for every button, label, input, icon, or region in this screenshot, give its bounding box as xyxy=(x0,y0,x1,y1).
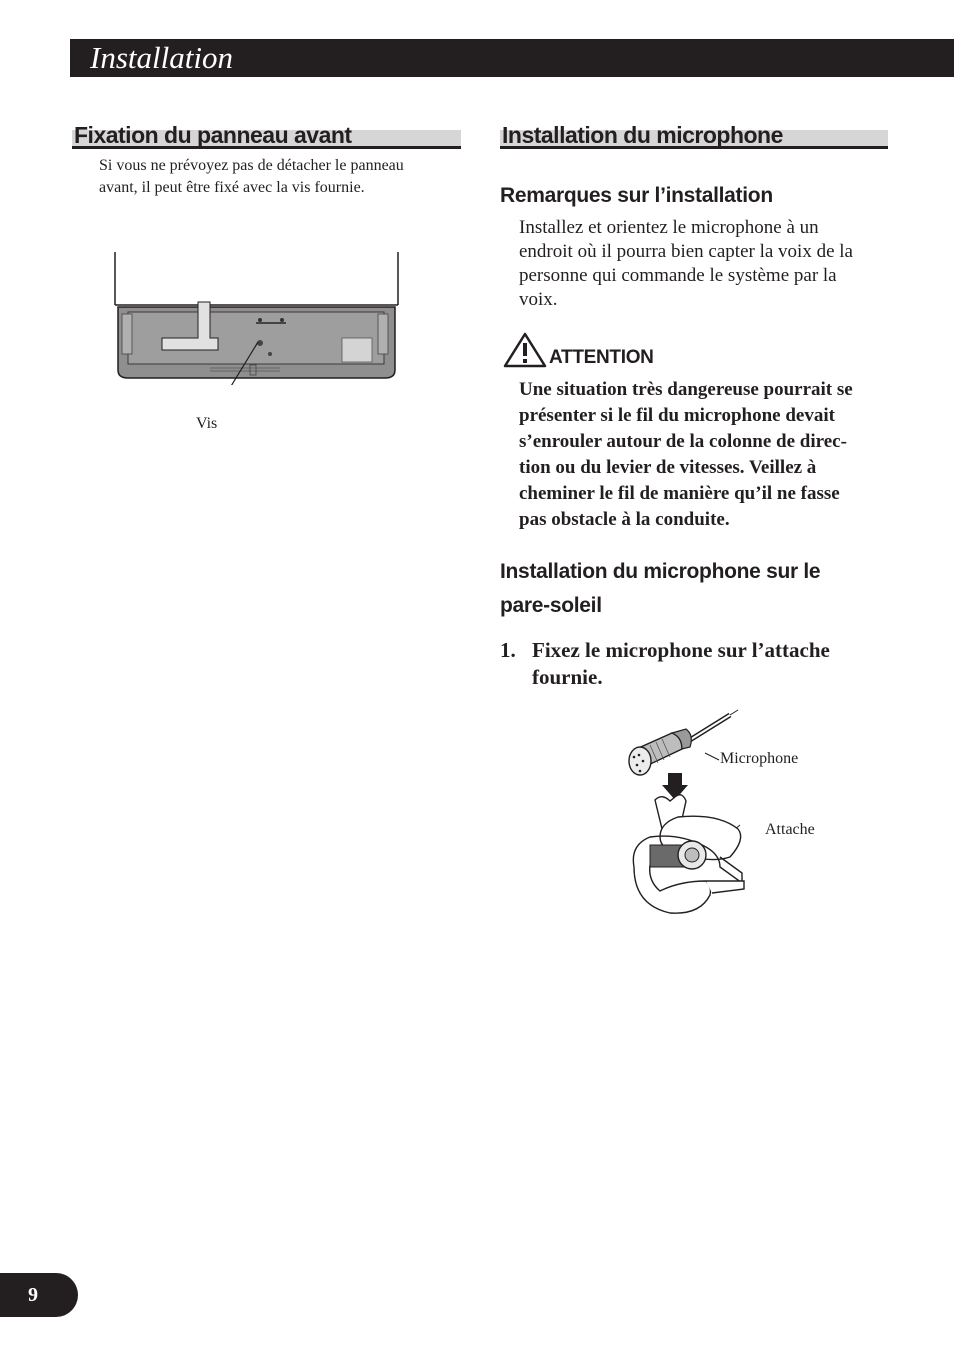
page-title: Installation xyxy=(90,40,233,75)
microphone-label: Microphone xyxy=(720,750,799,767)
header-bar xyxy=(70,39,954,77)
paragraph-line: endroit où il pourra bien capter la voix de la xyxy=(519,241,853,262)
page-number-tab xyxy=(0,1273,78,1317)
subheading-line: pare-soleil xyxy=(500,594,602,617)
step-line: Fixez le microphone sur l’attache xyxy=(532,638,830,662)
paragraph-line: Si vous ne prévoyez pas de détacher le panneau xyxy=(99,157,404,174)
front-panel-paragraph xyxy=(99,155,459,199)
subheading-line: Installation du microphone sur le xyxy=(500,560,821,583)
warning-text xyxy=(519,377,889,533)
section-heading-text: Fixation du panneau avant xyxy=(74,122,352,148)
section-heading-front-panel xyxy=(72,122,461,149)
screw-label: Vis xyxy=(196,415,218,432)
warning-line: tion ou du levier de vitesses. Veillez à xyxy=(519,457,817,478)
attention-label: ATTENTION xyxy=(549,347,654,368)
warning-line: Une situation très dangereuse pourrait se xyxy=(519,379,853,400)
paragraph-line: avant, il peut être fixé avec la vis fournie. xyxy=(99,179,365,196)
step-text xyxy=(532,637,872,691)
clip-label: Attache xyxy=(765,821,815,838)
section-heading-microphone xyxy=(500,122,888,149)
microphone-clip-illustration xyxy=(620,705,760,920)
remarks-paragraph xyxy=(519,216,889,312)
warning-line: pas obstacle à la conduite. xyxy=(519,509,730,530)
paragraph-line: voix. xyxy=(519,289,558,310)
warning-triangle-icon xyxy=(502,331,548,369)
step-line: fournie. xyxy=(532,665,603,689)
subheading-sun-visor xyxy=(500,555,820,623)
warning-line: cheminer le fil de manière qu’il ne fasse xyxy=(519,483,840,504)
paragraph-line: personne qui commande le système par la xyxy=(519,265,837,286)
warning-line: présenter si le fil du microphone devait xyxy=(519,405,835,426)
warning-line: s’enrouler autour de la colonne de direc- xyxy=(519,431,847,452)
front-panel-illustration xyxy=(110,250,410,385)
section-heading-text: Installation du microphone xyxy=(502,122,783,148)
step-number: 1. xyxy=(500,638,516,662)
page-number: 9 xyxy=(28,1284,38,1306)
paragraph-line: Installez et orientez le microphone à un xyxy=(519,217,819,238)
step-1 xyxy=(500,637,880,693)
subheading-remarks: Remarques sur l’installation xyxy=(500,184,773,207)
